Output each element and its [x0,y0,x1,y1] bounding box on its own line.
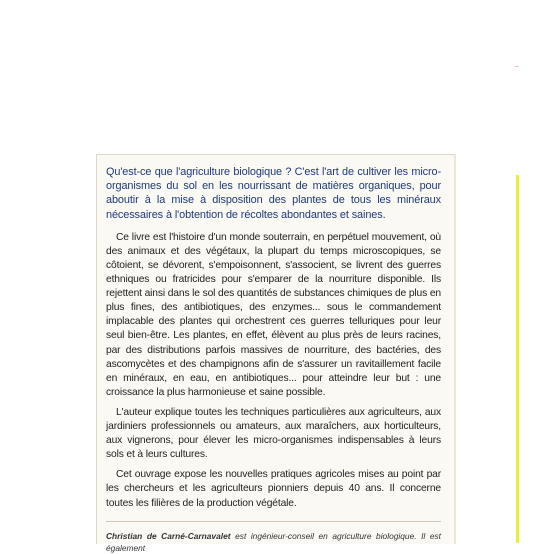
body-paragraph: Cet ouvrage expose les nouvelles pratiques agricoles mises au point par les chercheurs et les agriculteurs pionniers depuis 40 ans. Il concerne toutes les filières de la production végétale. [106,469,441,509]
body-paragraph: L'auteur explique toutes les techniques particulières aux agriculteurs, aux jardiniers professionnels ou amateurs, aux maraîchers, aux horticulteurs, aux vignerons, pour élever les micro-organismes indispensables à leurs sols et à leurs cultures. [106,406,441,461]
author-bio: est ingénieur-conseil en agriculture biologique. Il est également [106,530,442,553]
back-cover-blurb [96,154,454,553]
page-edge-strip [516,175,519,543]
author-name: Christian de Carné-Carnavalet [106,530,231,541]
page-edge-mark [515,66,519,67]
blurb-content [106,165,441,554]
body-paragraph: Ce livre est l'histoire d'un monde souterrain, en perpétuel mouvement, où des animaux et des végétaux, la plupart du temps microscopiques, se côtoient, se dévorent, s'empoisonnent, s'associent, se livrent des guerres ethniques ou fratricides pour s'emparer de la nourriture disponible. Ils rejettent ainsi dans le sol des quantités de substances chimiques de plus en plus fines, des antibiotiques, des enzymes... sous le commandement implacable des plantes qui orchestrent ces guerres telluriques pour leur seul bien-être. Les plantes, en effet, élèvent au plus près de leurs racines, par des distributions parfois massives de nourriture, des bactéries, des ascomycètes et des champignons afin de s'assurer un ravitaillement facile en minéraux, en eau, en antibiotiques... pour atteindre leur but : une croissance la plus harmonieuse et saine possible. [106,231,441,398]
section-divider [106,521,441,522]
intro-paragraph: Qu'est-ce que l'agriculture biologique ? C'est l'art de cultiver les micro-organismes du sol en les nourrissant de matières organiques, pour aboutir à la mise à disposition des plantes de tous les minéraux nécessaires à l'obtention de récoltes abondantes et saines. [106,166,441,221]
author-note [106,530,441,554]
